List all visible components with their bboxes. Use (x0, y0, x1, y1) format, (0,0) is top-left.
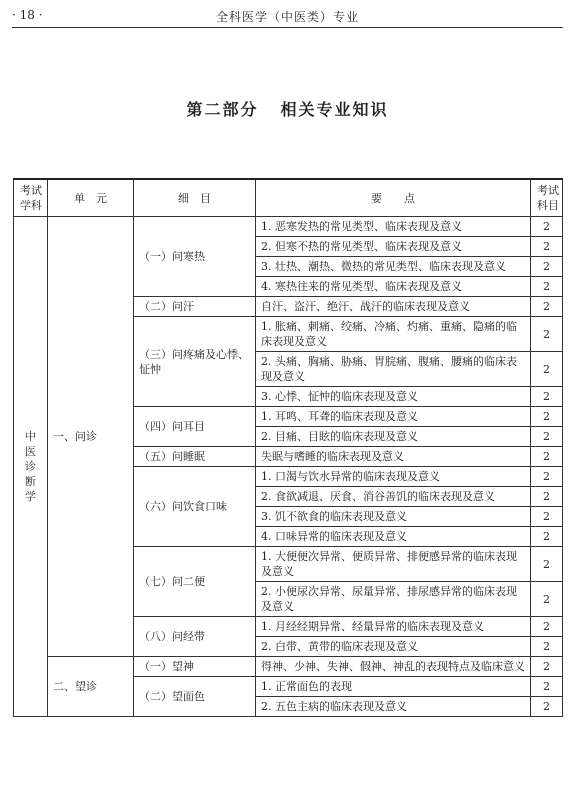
subject-cell: 中医诊断学 (14, 217, 48, 717)
item-cell: （一）望神 (134, 657, 256, 677)
header-rule (12, 27, 563, 28)
point-cell: 3. 壮热、潮热、微热的常见类型、临床表现及意义 (256, 257, 531, 277)
point-cell: 1. 正常面色的表现 (256, 677, 531, 697)
unit-cell: 二、望诊 (48, 657, 134, 717)
level-cell: 2 (531, 447, 563, 467)
unit-cell: 一、问诊 (48, 217, 134, 657)
level-cell: 2 (531, 637, 563, 657)
point-cell: 2. 白带、黄带的临床表现及意义 (256, 637, 531, 657)
level-cell: 2 (531, 467, 563, 487)
level-cell: 2 (531, 277, 563, 297)
point-cell: 1. 大便便次异常、便质异常、排便感异常的临床表现及意义 (256, 547, 531, 582)
level-cell: 2 (531, 527, 563, 547)
item-cell: （二）望面色 (134, 677, 256, 717)
level-cell: 2 (531, 217, 563, 237)
point-cell: 1. 口渴与饮水异常的临床表现及意义 (256, 467, 531, 487)
table-row (14, 217, 563, 237)
point-cell: 4. 口味异常的临床表现及意义 (256, 527, 531, 547)
item-cell: （五）问睡眠 (134, 447, 256, 467)
header-level: 考试科目 (531, 179, 563, 217)
part-heading (0, 97, 575, 120)
level-cell: 2 (531, 407, 563, 427)
level-cell: 2 (531, 617, 563, 637)
header-item: 细 目 (134, 179, 256, 217)
table-header-row (14, 179, 563, 217)
point-cell: 1. 耳鸣、耳聋的临床表现及意义 (256, 407, 531, 427)
point-cell: 1. 胀痛、刺痛、绞痛、冷痛、灼痛、重痛、隐痛的临床表现及意义 (256, 317, 531, 352)
point-cell: 2. 小便尿次异常、尿量异常、排尿感异常的临床表现及意义 (256, 582, 531, 617)
point-cell: 1. 恶寒发热的常见类型、临床表现及意义 (256, 217, 531, 237)
level-cell: 2 (531, 487, 563, 507)
level-cell: 2 (531, 257, 563, 277)
item-cell: （一）问寒热 (134, 217, 256, 297)
item-cell: （六）问饮食口味 (134, 467, 256, 547)
point-cell: 失眠与嗜睡的临床表现及意义 (256, 447, 531, 467)
point-cell: 3. 饥不欲食的临床表现及意义 (256, 507, 531, 527)
point-cell: 2. 目痛、目眩的临床表现及意义 (256, 427, 531, 447)
page-header (0, 0, 575, 28)
level-cell: 2 (531, 317, 563, 352)
point-cell: 得神、少神、失神、假神、神乱的表现特点及临床意义 (256, 657, 531, 677)
level-cell: 2 (531, 657, 563, 677)
header-unit: 单 元 (48, 179, 134, 217)
level-cell: 2 (531, 427, 563, 447)
point-cell: 4. 寒热往来的常见类型、临床表现及意义 (256, 277, 531, 297)
level-cell: 2 (531, 547, 563, 582)
level-cell: 2 (531, 237, 563, 257)
header-point: 要 点 (256, 179, 531, 217)
point-cell: 2. 五色主病的临床表现及意义 (256, 697, 531, 717)
header-subject: 考试学科 (14, 179, 48, 217)
level-cell: 2 (531, 697, 563, 717)
running-title: 全科医学（中医类）专业 (215, 10, 359, 24)
level-cell: 2 (531, 582, 563, 617)
point-cell: 2. 食欲减退、厌食、消谷善饥的临床表现及意义 (256, 487, 531, 507)
level-cell: 2 (531, 507, 563, 527)
part-label: 第二部分 (186, 100, 259, 119)
level-cell: 2 (531, 677, 563, 697)
point-cell: 2. 但寒不热的常见类型、临床表现及意义 (256, 237, 531, 257)
part-title: 相关专业知识 (280, 100, 389, 119)
syllabus-table (13, 178, 563, 717)
item-cell: （四）问耳目 (134, 407, 256, 447)
point-cell: 1. 月经经期异常、经量异常的临床表现及意义 (256, 617, 531, 637)
level-cell: 2 (531, 297, 563, 317)
item-cell: （三）问疼痛及心悸、怔忡 (134, 317, 256, 407)
point-cell: 自汗、盗汗、绝汗、战汗的临床表现及意义 (256, 297, 531, 317)
page-number: · 18 · (12, 8, 43, 22)
item-cell: （二）问汗 (134, 297, 256, 317)
table-row (14, 657, 563, 677)
level-cell: 2 (531, 387, 563, 407)
point-cell: 2. 头痛、胸痛、胁痛、胃脘痛、腹痛、腰痛的临床表现及意义 (256, 352, 531, 387)
point-cell: 3. 心悸、怔忡的临床表现及意义 (256, 387, 531, 407)
item-cell: （八）问经带 (134, 617, 256, 657)
item-cell: （七）问二便 (134, 547, 256, 617)
level-cell: 2 (531, 352, 563, 387)
